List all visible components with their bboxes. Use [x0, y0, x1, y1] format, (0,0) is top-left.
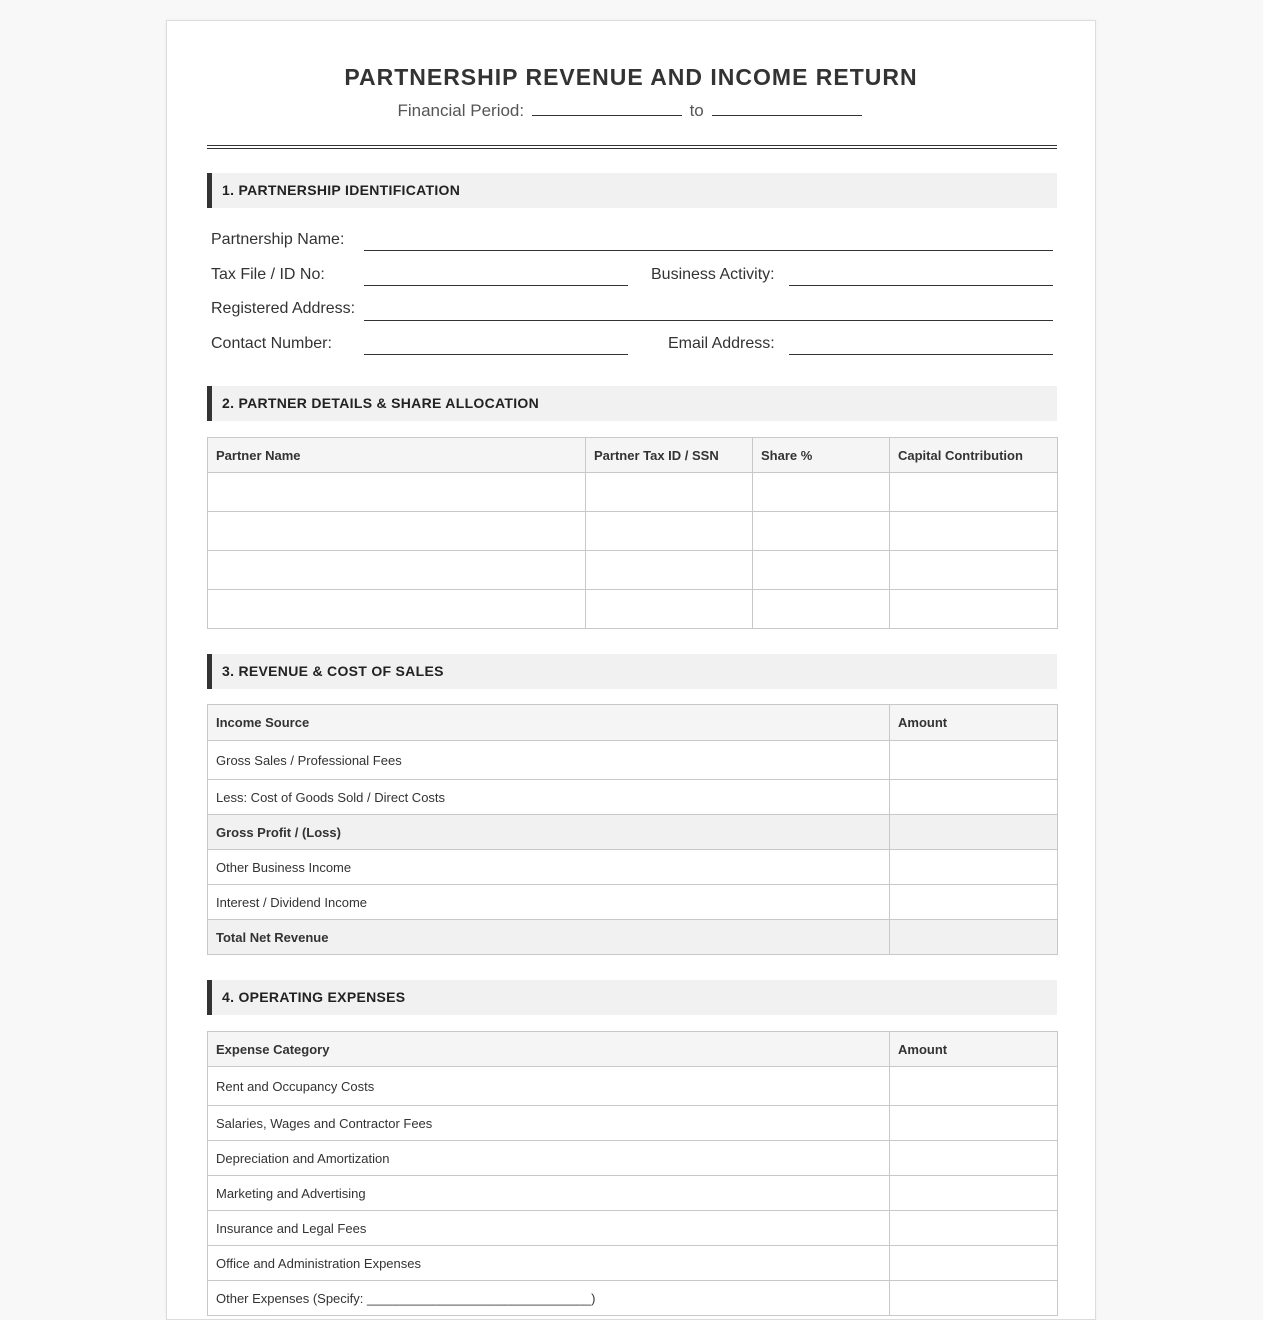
section-identification-heading: 1. PARTNERSHIP IDENTIFICATION — [207, 173, 1057, 208]
amount-cell[interactable] — [890, 920, 1058, 955]
section-revenue-heading: 3. REVENUE & COST OF SALES — [207, 654, 1057, 689]
table-row — [208, 1141, 1058, 1176]
column-header: Partner Tax ID / SSN — [586, 438, 753, 473]
financial-period — [167, 101, 1095, 121]
row-label: Gross Profit / (Loss) — [208, 815, 890, 850]
column-header: Share % — [753, 438, 890, 473]
amount-cell[interactable] — [890, 885, 1058, 920]
amount-cell[interactable] — [890, 780, 1058, 815]
table-row — [208, 473, 1058, 512]
share-percent-cell[interactable] — [753, 590, 890, 629]
period-start-field[interactable] — [532, 101, 682, 116]
table-header-row — [208, 1032, 1058, 1067]
table-header-row — [208, 438, 1058, 473]
row-label: Total Net Revenue — [208, 920, 890, 955]
capital-contribution-cell[interactable] — [890, 512, 1058, 551]
row-label: Depreciation and Amortization — [208, 1141, 890, 1176]
row-label: Insurance and Legal Fees — [208, 1211, 890, 1246]
table-row — [208, 590, 1058, 629]
email-address-label: Email Address: — [668, 335, 775, 352]
partnership-name-label: Partnership Name: — [211, 231, 345, 248]
partner-tax-id-cell[interactable] — [586, 512, 753, 551]
share-percent-cell[interactable] — [753, 512, 890, 551]
capital-contribution-cell[interactable] — [890, 590, 1058, 629]
partner-tax-id-cell[interactable] — [586, 473, 753, 512]
period-label: Financial Period: — [397, 101, 525, 120]
amount-cell[interactable] — [890, 1211, 1058, 1246]
period-end-field[interactable] — [712, 101, 862, 116]
share-percent-cell[interactable] — [753, 551, 890, 590]
table-row — [208, 1106, 1058, 1141]
amount-cell[interactable] — [890, 815, 1058, 850]
tax-file-label: Tax File / ID No: — [211, 266, 325, 283]
row-label: Office and Administration Expenses — [208, 1246, 890, 1281]
amount-cell[interactable] — [890, 741, 1058, 780]
partner-name-cell[interactable] — [208, 473, 586, 512]
column-header: Partner Name — [208, 438, 586, 473]
column-header: Income Source — [208, 705, 890, 741]
table-row — [208, 741, 1058, 780]
amount-cell[interactable] — [890, 1176, 1058, 1211]
partner-tax-id-cell[interactable] — [586, 551, 753, 590]
section-partners-heading: 2. PARTNER DETAILS & SHARE ALLOCATION — [207, 386, 1057, 421]
table-row — [208, 1176, 1058, 1211]
period-to-label: to — [689, 101, 704, 120]
table-row — [208, 850, 1058, 885]
table-row — [208, 885, 1058, 920]
revenue-table — [207, 704, 1058, 955]
row-label: Other Business Income — [208, 850, 890, 885]
table-row — [208, 551, 1058, 590]
table-row — [208, 512, 1058, 551]
table-row — [208, 1211, 1058, 1246]
row-label: Less: Cost of Goods Sold / Direct Costs — [208, 780, 890, 815]
registered-address-field[interactable] — [364, 320, 1053, 321]
row-label: Salaries, Wages and Contractor Fees — [208, 1106, 890, 1141]
email-address-field[interactable] — [789, 354, 1053, 355]
capital-contribution-cell[interactable] — [890, 551, 1058, 590]
registered-address-label: Registered Address: — [211, 300, 356, 317]
column-header: Expense Category — [208, 1032, 890, 1067]
partnership-name-field[interactable] — [364, 250, 1053, 251]
amount-cell[interactable] — [890, 1141, 1058, 1176]
column-header: Amount — [890, 705, 1058, 741]
row-label: Marketing and Advertising — [208, 1176, 890, 1211]
partner-name-cell[interactable] — [208, 590, 586, 629]
partner-name-cell[interactable] — [208, 512, 586, 551]
table-row — [208, 780, 1058, 815]
header-divider — [207, 145, 1057, 149]
partner-tax-id-cell[interactable] — [586, 590, 753, 629]
column-header: Capital Contribution — [890, 438, 1058, 473]
row-label: Gross Sales / Professional Fees — [208, 741, 890, 780]
partner-name-cell[interactable] — [208, 551, 586, 590]
table-row — [208, 1246, 1058, 1281]
table-row — [208, 1067, 1058, 1106]
contact-number-field[interactable] — [364, 354, 628, 355]
contact-number-label: Contact Number: — [211, 335, 332, 352]
form-title: PARTNERSHIP REVENUE AND INCOME RETURN — [344, 64, 918, 90]
row-label: Rent and Occupancy Costs — [208, 1067, 890, 1106]
business-activity-label: Business Activity: — [651, 266, 775, 283]
share-percent-cell[interactable] — [753, 473, 890, 512]
capital-contribution-cell[interactable] — [890, 473, 1058, 512]
table-row — [208, 920, 1058, 955]
section-expenses-heading: 4. OPERATING EXPENSES — [207, 980, 1057, 1015]
row-label: Interest / Dividend Income — [208, 885, 890, 920]
column-header: Amount — [890, 1032, 1058, 1067]
amount-cell[interactable] — [890, 1067, 1058, 1106]
table-row — [208, 815, 1058, 850]
form-page — [166, 20, 1096, 1320]
table-row — [208, 1281, 1058, 1316]
tax-file-field[interactable] — [364, 285, 628, 286]
partners-table — [207, 437, 1058, 629]
amount-cell[interactable] — [890, 1246, 1058, 1281]
expenses-table — [207, 1031, 1058, 1316]
amount-cell[interactable] — [890, 850, 1058, 885]
amount-cell[interactable] — [890, 1281, 1058, 1316]
business-activity-field[interactable] — [789, 285, 1053, 286]
table-header-row — [208, 705, 1058, 741]
row-label: Other Expenses (Specify: _______________________________) — [208, 1281, 890, 1316]
amount-cell[interactable] — [890, 1106, 1058, 1141]
